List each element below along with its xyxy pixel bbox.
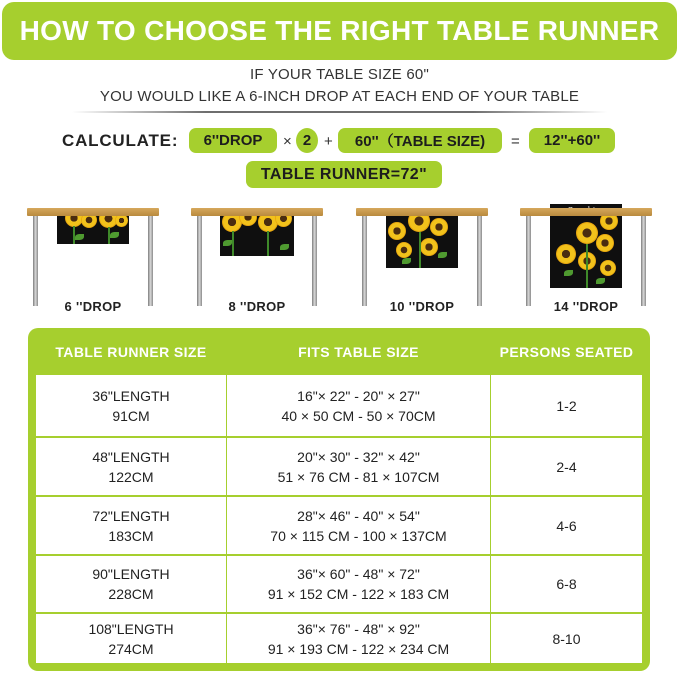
persons-cell [491,375,642,436]
fits-inches: 36"× 60" - 48" × 72" [297,566,420,582]
runner-size-cell [36,614,226,663]
drop-example-10 [356,200,488,314]
table-leg [641,216,646,306]
drop-label: 10 ''DROP [389,299,455,314]
persons-seated: 6-8 [556,576,577,592]
table-leg [526,216,531,306]
fits-size-cell [227,438,490,495]
fits-cm: 40 × 50 CM - 50 × 70CM [281,407,436,424]
runner-size-cell [36,375,226,436]
table-leg [312,216,317,306]
runner-length: 108"LENGTH [88,620,174,637]
drop-label: 14 ''DROP [553,299,619,314]
persons-seated: 4-6 [556,517,577,534]
table-size-pill: 60''（TABLE SIZE) [338,128,502,153]
header-fits-table: FITS TABLE SIZE [298,344,419,360]
drop-label: 6 ''DROP [64,299,122,314]
runner-illustration [386,208,458,268]
table-leg [477,216,482,306]
fits-cm: 91 × 152 CM - 122 × 183 CM [267,586,450,602]
persons-cell [491,556,642,612]
runner-cm: 122CM [108,468,154,485]
result-pill: 12''+60'' [529,128,615,153]
fits-cm: 91 × 193 CM - 122 × 234 CM [267,640,450,657]
tabletop [191,208,323,216]
page-title: HOW TO CHOOSE THE RIGHT TABLE RUNNER [19,15,660,46]
runner-length: 48"LENGTH [92,448,170,465]
fits-inches: 28"× 46" - 40" × 54" [297,507,420,524]
header-persons: PERSONS SEATED [499,344,634,360]
drop-example-8 [191,200,323,314]
fits-cm: 70 × 115 CM - 100 × 137CM [270,527,447,544]
intro-line-2: YOU WOULD LIKE A 6-INCH DROP AT EACH END OF YOUR TABLE [99,88,580,105]
drop-label: 8 ''DROP [228,299,286,314]
title-banner [2,2,677,60]
times-operator: × [283,133,292,150]
header-runner-size: TABLE RUNNER SIZE [55,344,207,360]
fits-size-cell [227,614,490,663]
tabletop [356,208,488,216]
fits-size-cell [227,556,490,612]
persons-cell [491,614,642,663]
plus-operator: + [324,133,333,150]
runner-cm: 274CM [108,640,154,657]
runner-cm: 183CM [108,527,154,544]
runner-size-cell [36,497,226,554]
fits-inches: 36"× 76" - 48" × 92" [297,620,420,637]
calculate-label: CALCULATE: [62,131,179,150]
table-leg [33,216,38,306]
runner-length: 90"LENGTH [92,566,170,582]
runner-cm: 91CM [112,407,150,424]
runner-length: 36"LENGTH [92,387,170,404]
divider [72,111,607,113]
multiplier-pill: 2 [296,128,318,153]
runner-cm: 228CM [108,586,154,602]
persons-seated: 2-4 [556,458,577,475]
runner-illustration [550,204,622,288]
table-leg [197,216,202,306]
drop-example-14 [520,200,652,314]
persons-cell [491,497,642,554]
persons-seated: 1-2 [556,397,577,414]
fits-size-cell [227,497,490,554]
table-leg [148,216,153,306]
equals-operator: = [511,133,520,150]
intro-line-1: IF YOUR TABLE SIZE 60" [250,66,429,83]
fits-size-cell [227,375,490,436]
runner-size-cell [36,556,226,612]
table-leg [362,216,367,306]
runner-length: 72"LENGTH [92,507,170,524]
fits-cm: 51 × 76 CM - 81 × 107CM [277,468,440,485]
drop-example-6 [27,200,159,314]
tabletop [27,208,159,216]
fits-inches: 20"× 30" - 32" × 42" [297,448,420,465]
runner-size-cell [36,438,226,495]
persons-cell [491,438,642,495]
drop-pill: 6''DROP [189,128,277,153]
persons-seated: 8-10 [552,630,581,647]
tabletop [520,208,652,216]
fits-inches: 16"× 22" - 20" × 27" [297,387,420,404]
total-runner-pill: TABLE RUNNER=72" [246,161,442,188]
